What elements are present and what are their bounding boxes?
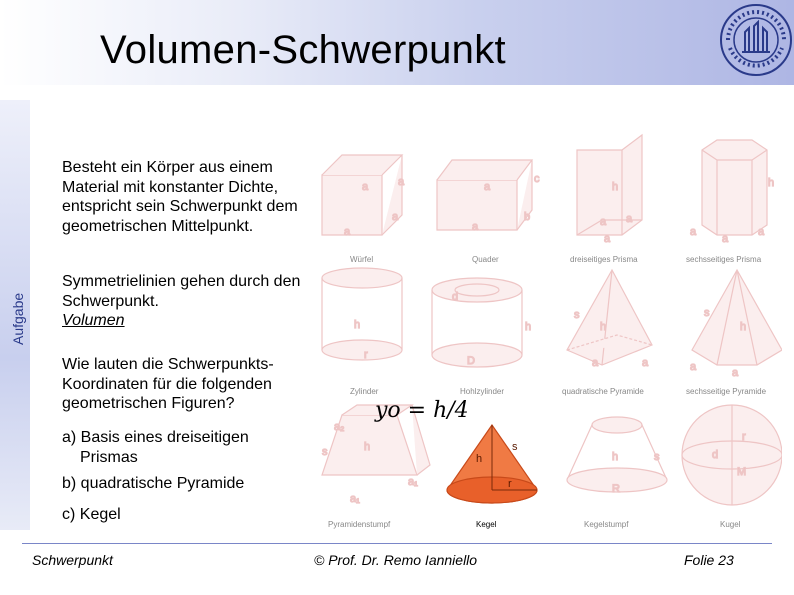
svg-text:M: M xyxy=(737,466,747,478)
svg-text:d: d xyxy=(452,291,459,303)
svg-text:a: a xyxy=(484,181,491,193)
svg-text:r: r xyxy=(508,478,512,490)
svg-text:d: d xyxy=(712,449,719,461)
svg-text:h: h xyxy=(740,321,747,333)
footer-author: © Prof. Dr. Remo Ianniello xyxy=(314,552,478,568)
svg-text:h: h xyxy=(612,181,619,193)
caption-dreiseitiges-prisma: dreiseitiges Prisma xyxy=(570,255,638,264)
caption-kegel: Kegel xyxy=(476,520,497,529)
kegel-figure xyxy=(447,425,537,503)
caption-sechsseitiges-prisma: sechsseitiges Prisma xyxy=(686,255,762,264)
svg-text:h: h xyxy=(600,321,607,333)
caption-quader: Quader xyxy=(472,255,499,264)
paragraph-symmetry xyxy=(62,272,302,331)
svg-text:a: a xyxy=(690,226,697,238)
svg-text:s: s xyxy=(654,451,660,463)
paragraph-symmetry-emph: Volumen xyxy=(62,312,125,329)
svg-text:r: r xyxy=(742,431,746,443)
footer-topic: Schwerpunkt xyxy=(32,552,113,568)
svg-text:a₁: a₁ xyxy=(408,476,418,488)
svg-text:h: h xyxy=(364,441,371,453)
caption-kugel: Kugel xyxy=(720,520,741,529)
slide-title: Volumen-Schwerpunkt xyxy=(100,28,506,72)
kugel-figure xyxy=(682,405,782,505)
item-a xyxy=(62,428,292,467)
caption-quadratische-pyramide: quadratische Pyramide xyxy=(562,387,644,396)
caption-wuerfel: Würfel xyxy=(350,255,374,264)
geometric-figures xyxy=(312,130,782,540)
item-b: b) quadratische Pyramide xyxy=(62,475,245,492)
item-a-line2: Prismas xyxy=(80,448,138,466)
svg-text:a: a xyxy=(600,216,607,228)
hohlzylinder-figure xyxy=(432,278,531,367)
university-logo-icon xyxy=(718,2,794,78)
svg-text:R: R xyxy=(612,483,620,495)
svg-text:a: a xyxy=(758,226,765,238)
svg-text:a: a xyxy=(362,181,369,193)
caption-sechsseitige-pyramide: sechsseitige Pyramide xyxy=(686,387,767,396)
quadratische-pyramide-figure xyxy=(567,270,652,369)
item-c: c) Kegel xyxy=(62,506,121,523)
svg-text:a: a xyxy=(722,233,729,245)
svg-text:a: a xyxy=(392,211,399,223)
svg-text:a: a xyxy=(592,357,599,369)
svg-text:a: a xyxy=(472,221,479,233)
zylinder-figure xyxy=(322,268,402,361)
svg-text:s: s xyxy=(574,309,580,321)
sechsseitige-pyramide-figure xyxy=(690,270,782,379)
paragraph-symmetry-text: Symmetrielinien gehen durch den Schwerpunkt. xyxy=(62,273,301,310)
sechsseitiges-prisma-figure xyxy=(690,140,774,245)
kegelstumpf-figure xyxy=(567,417,667,495)
svg-text:s: s xyxy=(512,441,518,453)
svg-text:h: h xyxy=(476,453,483,465)
footer-slide-number: Folie 23 xyxy=(684,552,734,568)
svg-text:h: h xyxy=(525,321,532,333)
svg-text:s: s xyxy=(704,307,710,319)
side-label: Aufgabe xyxy=(10,292,26,345)
svg-text:a₂: a₂ xyxy=(334,421,345,433)
item-a-line1: a) Basis eines dreiseitigen xyxy=(62,429,249,446)
wuerfel-figure xyxy=(322,155,405,238)
question-text: Wie lauten die Schwerpunkts-Koordinaten für die folgenden geometrischen Figuren? xyxy=(62,356,274,412)
svg-text:a: a xyxy=(604,233,611,245)
svg-text:h: h xyxy=(354,319,361,331)
svg-text:c: c xyxy=(534,173,540,185)
dreiseitiges-prisma-figure xyxy=(577,135,642,245)
svg-text:a: a xyxy=(626,213,633,225)
paragraph-density: Besteht ein Körper aus einem Material mit konstanter Dichte, entspricht sein Schwerpunkt dem geometrischen Mittelpunkt. xyxy=(62,159,298,235)
svg-text:a₁: a₁ xyxy=(350,493,360,505)
caption-kegelstumpf: Kegelstumpf xyxy=(584,520,629,529)
svg-text:s: s xyxy=(322,446,328,458)
svg-text:D: D xyxy=(467,355,475,367)
svg-text:b: b xyxy=(524,211,531,223)
footer-divider xyxy=(22,543,772,544)
cone-formula: yo = h/4 xyxy=(375,398,469,423)
caption-zylinder: Zylinder xyxy=(350,387,379,396)
svg-text:r: r xyxy=(364,349,368,361)
svg-text:h: h xyxy=(612,451,619,463)
svg-text:h: h xyxy=(768,177,775,189)
caption-pyramidenstumpf: Pyramidenstumpf xyxy=(328,520,391,529)
svg-text:a: a xyxy=(690,361,697,373)
svg-text:a: a xyxy=(732,367,739,379)
svg-text:a: a xyxy=(398,176,405,188)
svg-text:a: a xyxy=(344,226,351,238)
quader-figure xyxy=(437,160,540,233)
caption-hohlzylinder: Hohlzylinder xyxy=(460,387,505,396)
svg-text:a: a xyxy=(642,357,649,369)
